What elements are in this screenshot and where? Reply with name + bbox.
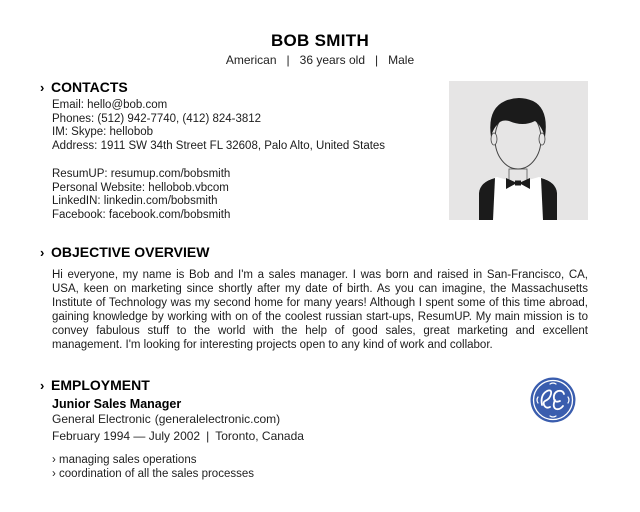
email-line: Email: hello@bob.com	[52, 99, 168, 111]
job-period	[52, 429, 304, 443]
objective-heading-label: OBJECTIVE OVERVIEW	[51, 244, 210, 260]
user-silhouette-icon	[449, 81, 588, 220]
meta-separator: |	[286, 53, 290, 67]
candidate-name: BOB SMITH	[270, 31, 370, 50]
job-dates: February 1994 — July 2002	[52, 429, 201, 443]
ge-logo-icon	[530, 377, 576, 423]
meta-separator: |	[206, 429, 210, 443]
duty-item: › managing sales operations	[52, 454, 197, 466]
website-link[interactable]: Personal Website: hellobob.vbcom	[52, 181, 229, 194]
job-location: Toronto, Canada	[215, 429, 304, 443]
candidate-meta	[0, 53, 640, 67]
job-duties	[52, 453, 254, 481]
job-title: Junior Sales Manager	[52, 397, 182, 411]
profile-photo	[449, 81, 588, 220]
objective-text: Hi everyone, my name is Bob and I'm a sales manager. I was born and raised in San-Francisco, CA, USA, keen on marketing since shortly after my date of birth. As you can imagine, the Massachusetts Institute of Technology was my second home for many years! Although I spent some of this time abroad, gaining knowledge by working with on of the coolest russian start-ups, ResumUP. My main mission is to convey fabulous stuff to the world with the help of good sales, great marketing and excellent management. I'm looking for interesting projects open to any kind of work and collabor.	[52, 269, 588, 352]
phones-line: Phones: (512) 942-7740, (412) 824-3812	[52, 112, 262, 125]
company-name: General Electronic	[52, 412, 151, 426]
facebook-link[interactable]: Facebook: facebook.com/bobsmith	[52, 208, 231, 221]
nationality: American	[225, 53, 277, 67]
gender: Male	[388, 53, 415, 67]
contacts-heading	[40, 79, 128, 95]
contacts-heading-label: CONTACTS	[51, 79, 128, 95]
online-profiles	[52, 168, 230, 222]
company	[52, 412, 280, 426]
employment-heading-label: EMPLOYMENT	[51, 377, 150, 393]
chevron-right-icon: ›	[40, 80, 45, 95]
duty-item: › coordination of all the sales processes	[52, 468, 254, 480]
age: 36 years old	[299, 53, 366, 67]
employment-heading	[40, 377, 150, 393]
resumup-link[interactable]: ResumUP: resumup.com/bobsmith	[52, 168, 231, 180]
chevron-right-icon: ›	[40, 378, 45, 393]
linkedin-link[interactable]: LinkedIN: linkedin.com/bobsmith	[52, 195, 218, 208]
address-line: Address: 1911 SW 34th Street FL 32608, Palo Alto, United States	[52, 139, 386, 152]
objective-heading	[40, 244, 209, 260]
company-url[interactable]: (generalelectronic.com)	[154, 412, 281, 426]
chevron-right-icon: ›	[40, 245, 45, 260]
im-line: IM: Skype: hellobob	[52, 126, 154, 139]
contact-details	[52, 99, 385, 153]
meta-separator: |	[375, 53, 379, 67]
